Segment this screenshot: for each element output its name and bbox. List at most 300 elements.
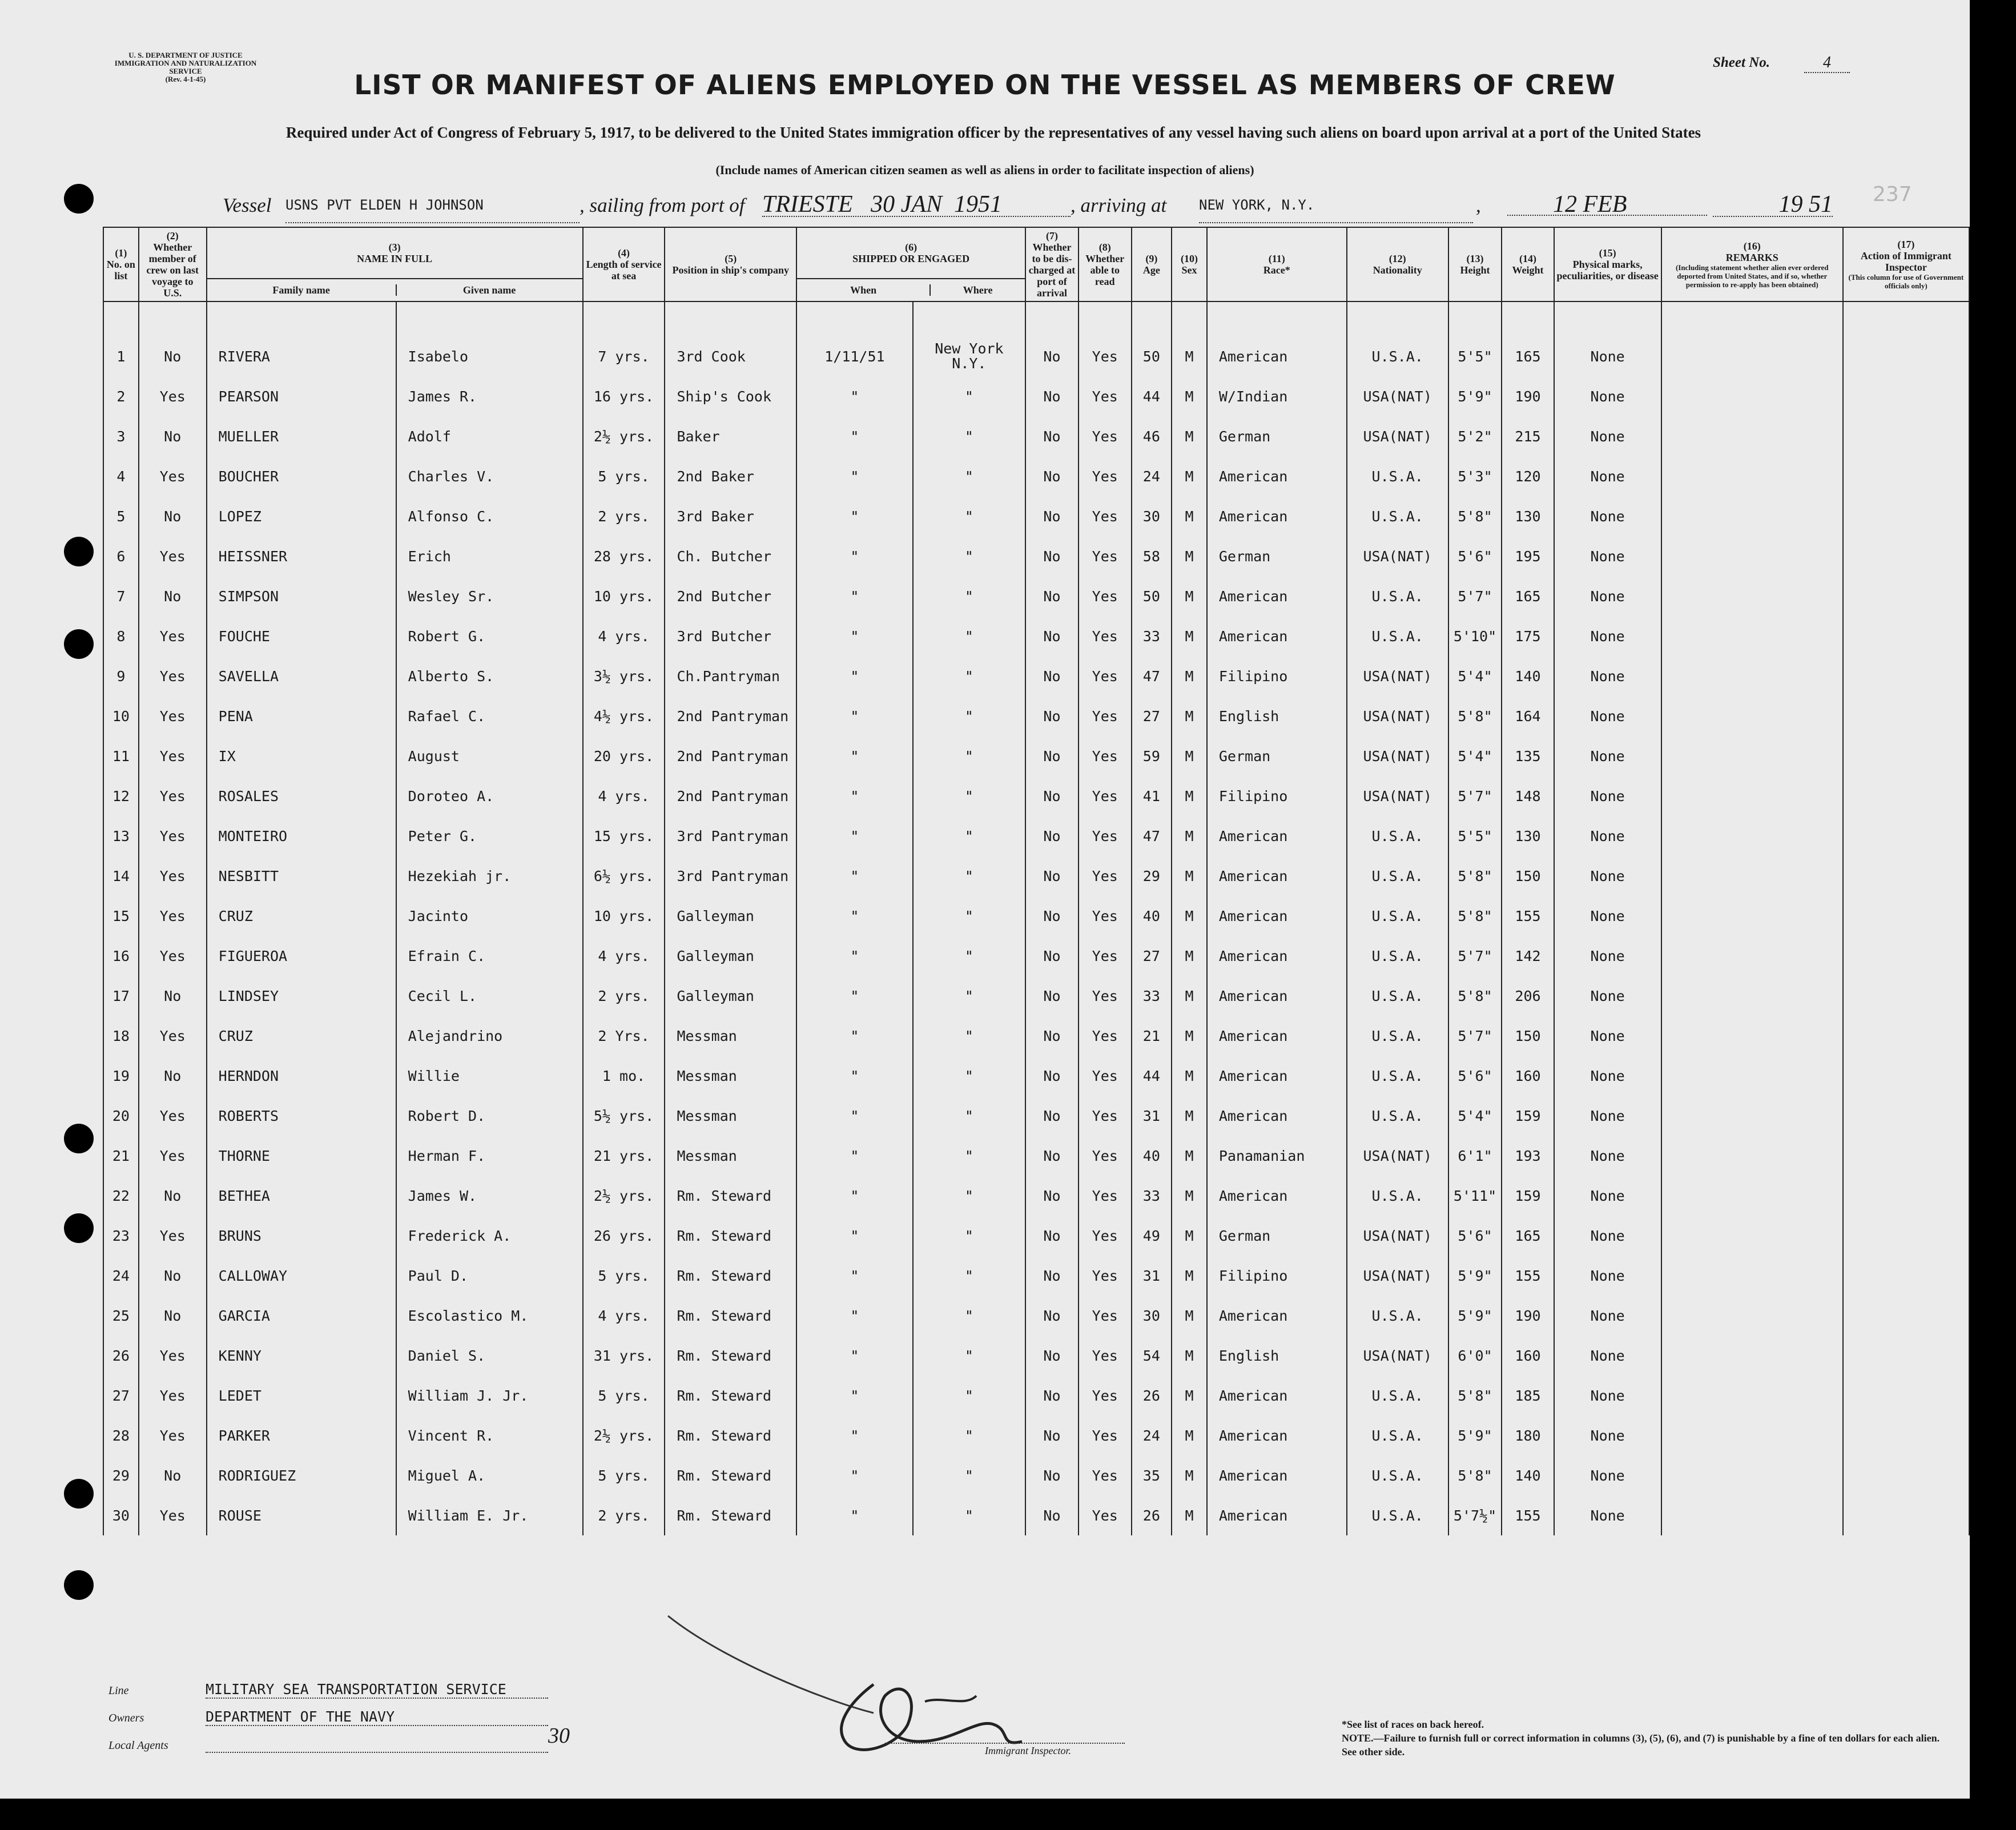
cell-where: " xyxy=(913,736,1025,776)
cell-no: 19 xyxy=(103,1056,139,1096)
cell-marks: None xyxy=(1554,376,1661,416)
cell-age: 33 xyxy=(1132,616,1172,656)
cell-when: " xyxy=(796,1256,913,1296)
cell-action xyxy=(1843,376,1969,416)
cell-disch: No xyxy=(1025,376,1079,416)
crew-row xyxy=(103,696,1969,736)
cell-action xyxy=(1843,1495,1969,1535)
cell-disch: No xyxy=(1025,736,1079,776)
cell-nat: USA(NAT) xyxy=(1347,776,1448,816)
cell-given: Escolastico M. xyxy=(396,1296,583,1336)
cell-age: 44 xyxy=(1132,1056,1172,1096)
cell-disch: No xyxy=(1025,856,1079,896)
cell-sex: M xyxy=(1172,1336,1207,1375)
cell-where: " xyxy=(913,816,1025,856)
cell-action xyxy=(1843,1296,1969,1336)
cell-where: New York N.Y. xyxy=(913,336,1025,376)
cell-sex: M xyxy=(1172,1096,1207,1136)
owners-value: DEPARTMENT OF THE NAVY xyxy=(206,1708,548,1726)
cell-height: 5'9" xyxy=(1448,1415,1502,1455)
cell-no: 11 xyxy=(103,736,139,776)
spacer-cell xyxy=(1502,301,1554,336)
cell-given: August xyxy=(396,736,583,776)
cell-given: Doroteo A. xyxy=(396,776,583,816)
cell-read: Yes xyxy=(1079,1296,1132,1336)
cell-age: 50 xyxy=(1132,336,1172,376)
cell-given: Paul D. xyxy=(396,1256,583,1296)
cell-race: American xyxy=(1207,576,1347,616)
cell-position: Rm. Steward xyxy=(665,1216,796,1256)
cell-read: Yes xyxy=(1079,936,1132,976)
cell-where: " xyxy=(913,1495,1025,1535)
cell-action xyxy=(1843,1016,1969,1056)
cell-length: 4 yrs. xyxy=(583,936,665,976)
cell-length: 20 yrs. xyxy=(583,736,665,776)
cell-weight: 120 xyxy=(1502,456,1554,496)
col-remarks xyxy=(1661,227,1843,301)
cell-age: 49 xyxy=(1132,1216,1172,1256)
cell-remarks xyxy=(1661,616,1843,656)
cell-height: 6'0" xyxy=(1448,1336,1502,1375)
cell-race: American xyxy=(1207,856,1347,896)
cell-read: Yes xyxy=(1079,576,1132,616)
cell-age: 31 xyxy=(1132,1096,1172,1136)
crew-row xyxy=(103,1495,1969,1535)
cell-nat: U.S.A. xyxy=(1347,456,1448,496)
cell-race: American xyxy=(1207,1296,1347,1336)
cell-height: 5'6" xyxy=(1448,1056,1502,1096)
cell-length: 6½ yrs. xyxy=(583,856,665,896)
cell-marks: None xyxy=(1554,1415,1661,1455)
cell-length: 5 yrs. xyxy=(583,456,665,496)
cell-no: 18 xyxy=(103,1016,139,1056)
crew-row xyxy=(103,1096,1969,1136)
sheet-number: 4 xyxy=(1804,54,1850,73)
crew-row xyxy=(103,1016,1969,1056)
cell-no: 21 xyxy=(103,1136,139,1176)
spacer-cell xyxy=(1347,301,1448,336)
cell-length: 7 yrs. xyxy=(583,336,665,376)
cell-remarks xyxy=(1661,936,1843,976)
cell-no: 24 xyxy=(103,1256,139,1296)
cell-age: 26 xyxy=(1132,1375,1172,1415)
crew-row xyxy=(103,496,1969,536)
cell-disch: No xyxy=(1025,336,1079,376)
cell-read: Yes xyxy=(1079,976,1132,1016)
crew-row xyxy=(103,1256,1969,1296)
cell-no: 30 xyxy=(103,1495,139,1535)
cell-race: American xyxy=(1207,976,1347,1016)
cell-sex: M xyxy=(1172,1176,1207,1216)
cell-age: 35 xyxy=(1132,1455,1172,1495)
cell-position: Baker xyxy=(665,416,796,456)
sailing-label: , sailing from port of xyxy=(580,194,745,216)
cell-when: " xyxy=(796,1336,913,1375)
cell-nat: U.S.A. xyxy=(1347,816,1448,856)
cell-height: 5'4" xyxy=(1448,656,1502,696)
cell-no: 23 xyxy=(103,1216,139,1256)
col-prior-voyage-label: Whether member of crew on last voyage to U.S. xyxy=(146,242,199,299)
cell-length: 5 yrs. xyxy=(583,1256,665,1296)
cell-prev: No xyxy=(139,1056,207,1096)
cell-given: Hezekiah jr. xyxy=(396,856,583,896)
cell-when: " xyxy=(796,1375,913,1415)
col-marks xyxy=(1554,227,1661,301)
cell-sex: M xyxy=(1172,1216,1207,1256)
cell-disch: No xyxy=(1025,456,1079,496)
crew-row xyxy=(103,416,1969,456)
cell-marks: None xyxy=(1554,1216,1661,1256)
cell-action xyxy=(1843,1415,1969,1455)
cell-family: SAVELLA xyxy=(207,656,396,696)
cell-no: 27 xyxy=(103,1375,139,1415)
cell-where: " xyxy=(913,376,1025,416)
cell-remarks xyxy=(1661,896,1843,936)
cell-no: 29 xyxy=(103,1455,139,1495)
cell-no: 12 xyxy=(103,776,139,816)
cell-family: THORNE xyxy=(207,1136,396,1176)
cell-where: " xyxy=(913,1216,1025,1256)
cell-position: Ch.Pantryman xyxy=(665,656,796,696)
cell-remarks xyxy=(1661,456,1843,496)
col-prior-voyage xyxy=(139,227,207,301)
cell-no: 20 xyxy=(103,1096,139,1136)
cell-weight: 160 xyxy=(1502,1336,1554,1375)
cell-no: 2 xyxy=(103,376,139,416)
cell-height: 5'8" xyxy=(1448,1375,1502,1415)
cell-position: Rm. Steward xyxy=(665,1455,796,1495)
cell-prev: Yes xyxy=(139,1016,207,1056)
cell-position: Galleyman xyxy=(665,976,796,1016)
cell-position: Messman xyxy=(665,1096,796,1136)
cell-family: BRUNS xyxy=(207,1216,396,1256)
cell-height: 5'7" xyxy=(1448,936,1502,976)
cell-nat: U.S.A. xyxy=(1347,336,1448,376)
spacer-cell xyxy=(1661,301,1843,336)
cell-race: German xyxy=(1207,416,1347,456)
cell-read: Yes xyxy=(1079,1056,1132,1096)
cell-race: American xyxy=(1207,1176,1347,1216)
cell-marks: None xyxy=(1554,776,1661,816)
cell-nat: U.S.A. xyxy=(1347,1096,1448,1136)
cell-when: " xyxy=(796,1216,913,1256)
cell-given: Vincent R. xyxy=(396,1415,583,1455)
col-family-name-label: Family name xyxy=(272,284,330,296)
cell-length: 2 yrs. xyxy=(583,1495,665,1535)
cell-age: 27 xyxy=(1132,936,1172,976)
col-read-number: (8) xyxy=(1098,242,1111,253)
col-discharged-label: Whether to be dis- charged at port of arrival xyxy=(1028,242,1076,299)
dept-line-1: U. S. DEPARTMENT OF JUSTICE xyxy=(128,51,243,59)
crew-row xyxy=(103,1336,1969,1375)
cell-disch: No xyxy=(1025,1415,1079,1455)
cell-length: 5½ yrs. xyxy=(583,1096,665,1136)
cell-family: LINDSEY xyxy=(207,976,396,1016)
cell-position: 3rd Cook xyxy=(665,336,796,376)
cell-height: 5'2" xyxy=(1448,416,1502,456)
cell-action xyxy=(1843,616,1969,656)
cell-nat: U.S.A. xyxy=(1347,1455,1448,1495)
cell-where: " xyxy=(913,656,1025,696)
cell-marks: None xyxy=(1554,896,1661,936)
cell-marks: None xyxy=(1554,1336,1661,1375)
cell-where: " xyxy=(913,936,1025,976)
cell-position: Rm. Steward xyxy=(665,1495,796,1535)
cell-marks: None xyxy=(1554,496,1661,536)
cell-where: " xyxy=(913,536,1025,576)
cell-age: 47 xyxy=(1132,656,1172,696)
cell-given: William E. Jr. xyxy=(396,1495,583,1535)
col-name-number: (3) xyxy=(388,242,401,254)
cell-position: Rm. Steward xyxy=(665,1256,796,1296)
cell-nat: U.S.A. xyxy=(1347,856,1448,896)
cell-action xyxy=(1843,1336,1969,1375)
cell-where: " xyxy=(913,696,1025,736)
inspector-line xyxy=(885,1741,1125,1744)
cell-sex: M xyxy=(1172,976,1207,1016)
sheet-label: Sheet No. xyxy=(1713,55,1770,70)
col-marks-label: Physical marks, peculiarities, or disease xyxy=(1556,259,1659,281)
cell-action xyxy=(1843,1256,1969,1296)
cell-family: ROBERTS xyxy=(207,1096,396,1136)
cell-disch: No xyxy=(1025,696,1079,736)
cell-nat: USA(NAT) xyxy=(1347,536,1448,576)
cell-marks: None xyxy=(1554,1495,1661,1535)
cell-read: Yes xyxy=(1079,656,1132,696)
cell-read: Yes xyxy=(1079,896,1132,936)
cell-height: 6'1" xyxy=(1448,1136,1502,1176)
col-discharged-number: (7) xyxy=(1045,230,1058,242)
cell-sex: M xyxy=(1172,576,1207,616)
cell-race: American xyxy=(1207,1455,1347,1495)
cell-no: 4 xyxy=(103,456,139,496)
cell-length: 10 yrs. xyxy=(583,896,665,936)
cell-marks: None xyxy=(1554,416,1661,456)
cell-height: 5'10" xyxy=(1448,616,1502,656)
crew-row xyxy=(103,456,1969,496)
col-family-name xyxy=(207,279,583,301)
cell-sex: M xyxy=(1172,816,1207,856)
cell-given: Herman F. xyxy=(396,1136,583,1176)
cell-prev: Yes xyxy=(139,536,207,576)
col-where-label: Where xyxy=(929,284,1025,296)
cell-where: " xyxy=(913,456,1025,496)
cell-marks: None xyxy=(1554,1375,1661,1415)
crew-row xyxy=(103,936,1969,976)
cell-marks: None xyxy=(1554,576,1661,616)
cell-marks: None xyxy=(1554,736,1661,776)
cell-length: 4 yrs. xyxy=(583,776,665,816)
col-weight-number: (14) xyxy=(1519,253,1536,264)
cell-read: Yes xyxy=(1079,776,1132,816)
cell-disch: No xyxy=(1025,1056,1079,1096)
cell-height: 5'8" xyxy=(1448,696,1502,736)
cell-weight: 190 xyxy=(1502,376,1554,416)
cell-height: 5'6" xyxy=(1448,536,1502,576)
cell-prev: No xyxy=(139,416,207,456)
cell-marks: None xyxy=(1554,1256,1661,1296)
cell-family: KENNY xyxy=(207,1336,396,1375)
cell-read: Yes xyxy=(1079,1096,1132,1136)
cell-action xyxy=(1843,736,1969,776)
cell-given: Robert G. xyxy=(396,616,583,656)
cell-disch: No xyxy=(1025,656,1079,696)
cell-position: Rm. Steward xyxy=(665,1296,796,1336)
cell-nat: USA(NAT) xyxy=(1347,1336,1448,1375)
cell-marks: None xyxy=(1554,1176,1661,1216)
cell-nat: USA(NAT) xyxy=(1347,1136,1448,1176)
cell-nat: U.S.A. xyxy=(1347,1296,1448,1336)
cell-height: 5'8" xyxy=(1448,496,1502,536)
cell-weight: 155 xyxy=(1502,1256,1554,1296)
cell-position: 2nd Butcher xyxy=(665,576,796,616)
cell-marks: None xyxy=(1554,816,1661,856)
col-remarks-label: REMARKS xyxy=(1725,251,1778,263)
col-length xyxy=(583,227,665,301)
cell-given: James W. xyxy=(396,1176,583,1216)
cell-race: Filipino xyxy=(1207,656,1347,696)
cell-when: " xyxy=(796,496,913,536)
crew-row xyxy=(103,376,1969,416)
cell-family: NESBITT xyxy=(207,856,396,896)
arrival-date: 12 FEB xyxy=(1507,191,1707,216)
cell-prev: No xyxy=(139,1256,207,1296)
cell-given: Miguel A. xyxy=(396,1455,583,1495)
crew-row xyxy=(103,536,1969,576)
cell-remarks xyxy=(1661,656,1843,696)
cell-weight: 159 xyxy=(1502,1176,1554,1216)
cell-no: 22 xyxy=(103,1176,139,1216)
cell-position: Messman xyxy=(665,1056,796,1096)
cell-disch: No xyxy=(1025,1455,1079,1495)
cell-race: American xyxy=(1207,816,1347,856)
cell-where: " xyxy=(913,856,1025,896)
cell-weight: 185 xyxy=(1502,1375,1554,1415)
arrival-year: 19 51 xyxy=(1713,191,1833,217)
cell-family: CRUZ xyxy=(207,896,396,936)
cell-when: " xyxy=(796,1296,913,1336)
cell-no: 10 xyxy=(103,696,139,736)
cell-race: American xyxy=(1207,336,1347,376)
cell-family: CRUZ xyxy=(207,1016,396,1056)
cell-family: FOUCHE xyxy=(207,616,396,656)
cell-position: 2nd Pantryman xyxy=(665,696,796,736)
cell-length: 2 Yrs. xyxy=(583,1016,665,1056)
cell-weight: 155 xyxy=(1502,896,1554,936)
crew-row xyxy=(103,1375,1969,1415)
cell-sex: M xyxy=(1172,1415,1207,1455)
vessel-label: Vessel xyxy=(223,194,272,216)
cell-nat: USA(NAT) xyxy=(1347,376,1448,416)
cell-no: 15 xyxy=(103,896,139,936)
cell-prev: Yes xyxy=(139,456,207,496)
cell-when: 1/11/51 xyxy=(796,336,913,376)
crew-row xyxy=(103,1296,1969,1336)
col-height-label: Height xyxy=(1460,264,1490,276)
cell-position: 2nd Pantryman xyxy=(665,736,796,776)
spacer-cell xyxy=(1207,301,1347,336)
cell-remarks xyxy=(1661,1136,1843,1176)
col-length-number: (4) xyxy=(618,247,630,259)
spacer-cell xyxy=(665,301,796,336)
cell-weight: 215 xyxy=(1502,416,1554,456)
cell-read: Yes xyxy=(1079,696,1132,736)
cell-prev: No xyxy=(139,1455,207,1495)
cell-action xyxy=(1843,1056,1969,1096)
cell-race: English xyxy=(1207,1336,1347,1375)
cell-remarks xyxy=(1661,736,1843,776)
cell-position: Ch. Butcher xyxy=(665,536,796,576)
cell-height: 5'9" xyxy=(1448,1256,1502,1296)
cell-marks: None xyxy=(1554,1096,1661,1136)
cell-remarks xyxy=(1661,336,1843,376)
cell-position: 3rd Butcher xyxy=(665,616,796,656)
cell-given: Efrain C. xyxy=(396,936,583,976)
cell-prev: No xyxy=(139,336,207,376)
col-when-label: When xyxy=(850,284,877,296)
cell-action xyxy=(1843,576,1969,616)
cell-height: 5'4" xyxy=(1448,1096,1502,1136)
spacer-cell xyxy=(1132,301,1172,336)
cell-prev: Yes xyxy=(139,1375,207,1415)
col-remarks-number: (16) xyxy=(1743,240,1761,252)
col-read-label: Whether able to read xyxy=(1085,253,1125,287)
cell-no: 16 xyxy=(103,936,139,976)
cell-marks: None xyxy=(1554,656,1661,696)
crew-manifest-table xyxy=(103,227,1970,1535)
cell-position: 2nd Baker xyxy=(665,456,796,496)
cell-prev: No xyxy=(139,1296,207,1336)
cell-race: German xyxy=(1207,736,1347,776)
cell-remarks xyxy=(1661,696,1843,736)
cell-remarks xyxy=(1661,1096,1843,1136)
cell-marks: None xyxy=(1554,336,1661,376)
cell-family: PENA xyxy=(207,696,396,736)
cell-family: GARCIA xyxy=(207,1296,396,1336)
cell-disch: No xyxy=(1025,1296,1079,1336)
cell-nat: USA(NAT) xyxy=(1347,416,1448,456)
spacer-cell xyxy=(1172,301,1207,336)
cell-height: 5'7½" xyxy=(1448,1495,1502,1535)
cell-marks: None xyxy=(1554,1016,1661,1056)
cell-read: Yes xyxy=(1079,1375,1132,1415)
cell-weight: 159 xyxy=(1502,1096,1554,1136)
spacer-cell xyxy=(396,301,583,336)
cell-disch: No xyxy=(1025,1336,1079,1375)
cell-nat: U.S.A. xyxy=(1347,1375,1448,1415)
cell-length: 5 yrs. xyxy=(583,1455,665,1495)
col-weight-label: Weight xyxy=(1512,264,1544,276)
cell-no: 13 xyxy=(103,816,139,856)
cell-given: James R. xyxy=(396,376,583,416)
col-nationality-label: Nationality xyxy=(1373,264,1422,276)
col-no xyxy=(103,227,139,301)
cell-sex: M xyxy=(1172,456,1207,496)
cell-action xyxy=(1843,1375,1969,1415)
cell-age: 27 xyxy=(1132,696,1172,736)
cell-weight: 155 xyxy=(1502,1495,1554,1535)
cell-where: " xyxy=(913,896,1025,936)
vessel-name: USNS PVT ELDEN H JOHNSON xyxy=(285,197,580,223)
cell-action xyxy=(1843,816,1969,856)
cell-when: " xyxy=(796,776,913,816)
cell-length: 4 yrs. xyxy=(583,616,665,656)
cell-given: Wesley Sr. xyxy=(396,576,583,616)
cell-disch: No xyxy=(1025,1176,1079,1216)
cell-race: American xyxy=(1207,896,1347,936)
cell-age: 54 xyxy=(1132,1336,1172,1375)
cell-race: English xyxy=(1207,696,1347,736)
